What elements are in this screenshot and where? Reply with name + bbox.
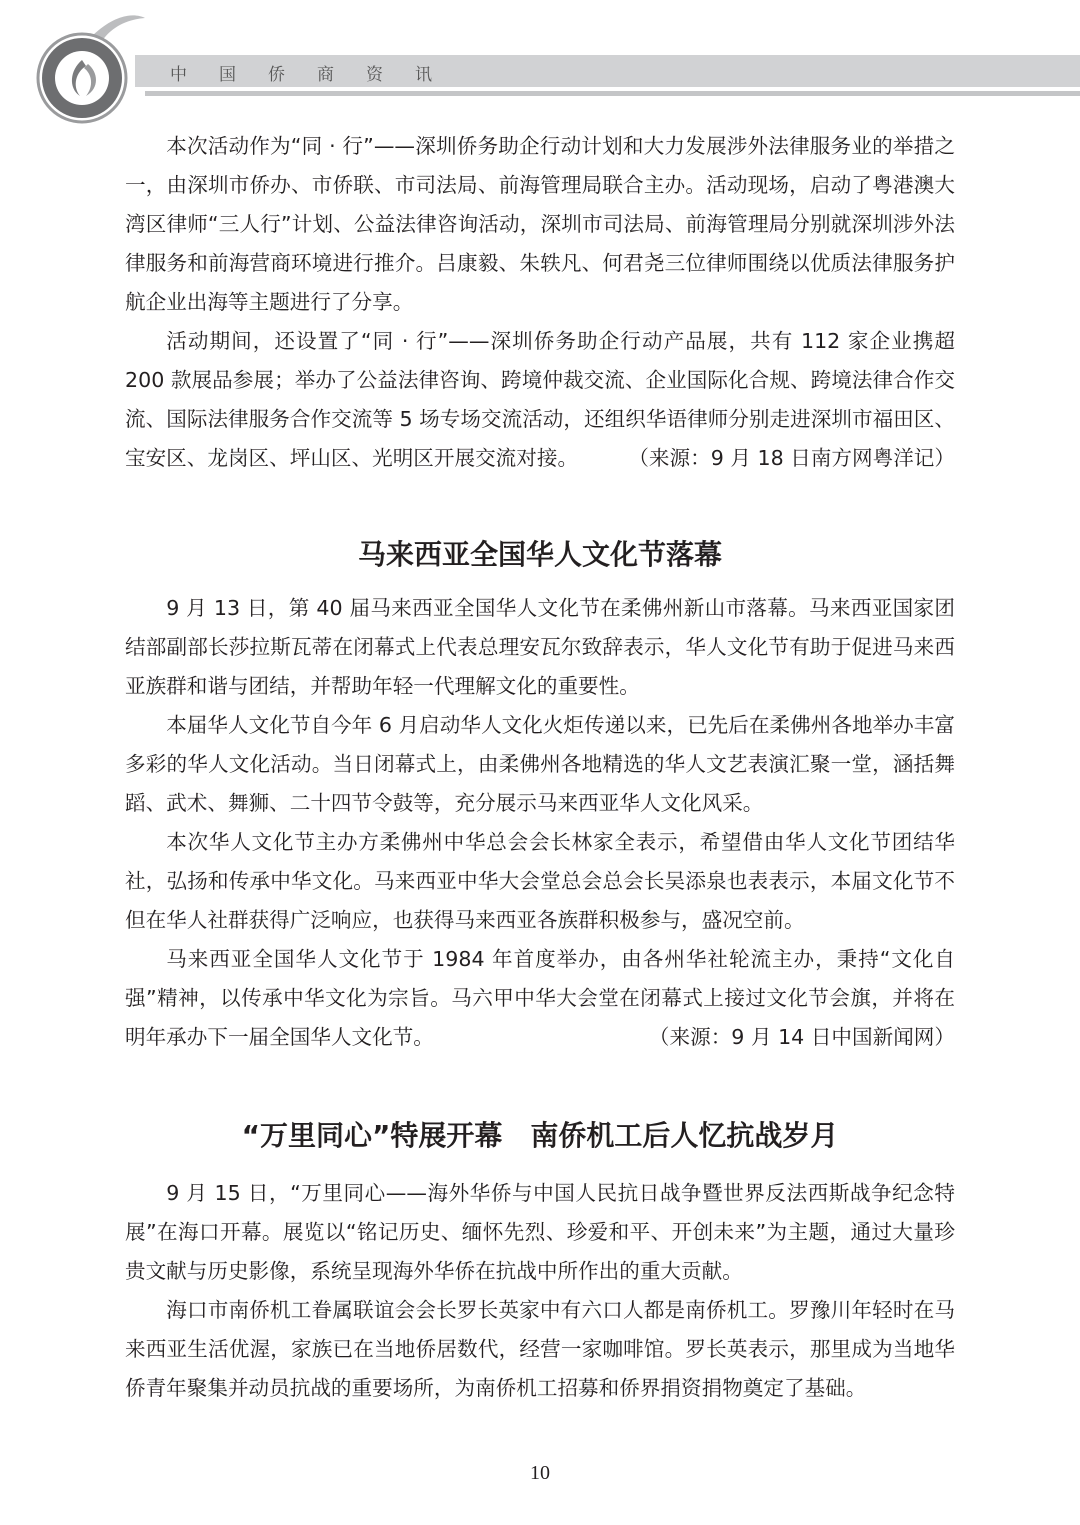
paragraph: 马来西亚全国华人文化节于 1984 年首度举办，由各州华社轮流主办，秉持“文化自强”精神，以传承中华文化为宗旨。马六甲中华大会堂在闭幕式上接过文化节会旗，并将在明年承办下一届全国华人文化节。 （来源：9 月 14 日中国新闻网） (125, 940, 955, 1057)
article-title: 马来西亚全国华人文化节落幕 (357, 538, 722, 571)
article-body (125, 1174, 955, 1408)
page-number: 10 (530, 1462, 550, 1484)
article-title: “万里同心”特展开幕 南侨机工后人忆抗战岁月 (241, 1119, 839, 1152)
header-rule (145, 91, 1080, 96)
source-note: （来源：9 月 14 日中国新闻网） (648, 1025, 955, 1049)
paragraph: 活动期间，还设置了“同 · 行”——深圳侨务助企行动产品展，共有 112 家企业携超 200 款展品参展；举办了公益法律咨询、跨境仲裁交流、企业国际化合规、跨境法律合作交流、国际法律服务合作交流等 5 场专场交流活动，还组织华语律师分别走进深圳市福田区、宝安区、龙岗区、坪山区、光明区开展交流对接。 （来源：9 月 18 日南方网粤洋记） (125, 322, 955, 478)
paragraph: 海口市南侨机工眷属联谊会会长罗长英家中有六口人都是南侨机工。罗豫川年轻时在马来西亚生活优渥，家族已在当地侨居数代，经营一家咖啡馆。罗长英表示，那里成为当地华侨青年聚集并动员抗战的重要场所，为南侨机工招募和侨界捐资捐物奠定了基础。 (125, 1298, 955, 1400)
header-title: 中国侨商资讯 (170, 65, 464, 85)
article-body (125, 589, 955, 1057)
paragraph: 9 月 13 日，第 40 届马来西亚全国华人文化节在柔佛州新山市落幕。马来西亚国家团结部副部长莎拉斯瓦蒂在闭幕式上代表总理安瓦尔致辞表示，华人文化节有助于促进马来西亚族群和谐与团结，并帮助年轻一代理解文化的重要性。 (125, 596, 955, 698)
paragraph: 9 月 15 日，“万里同心——海外华侨与中国人民抗日战争暨世界反法西斯战争纪念特展”在海口开幕。展览以“铭记历史、缅怀先烈、珍爱和平、开创未来”为主题，通过大量珍贵文献与历史影像，系统呈现海外华侨在抗战中所作出的重大贡献。 (125, 1181, 955, 1283)
paragraph: 本届华人文化节自今年 6 月启动华人文化火炬传递以来，已先后在柔佛州各地举办丰富多彩的华人文化活动。当日闭幕式上，由柔佛州各地精选的华人文艺表演汇聚一堂，涵括舞蹈、武术、舞狮、二十四节令鼓等，充分展示马来西亚华人文化风采。 (125, 713, 955, 815)
paragraph: 本次华人文化节主办方柔佛州中华总会会长林家全表示，希望借由华人文化节团结华社，弘扬和传承中华文化。马来西亚中华大会堂总会总会长吴添泉也表表示，本届文化节不但在华人社群获得广泛响应，也获得马来西亚各族群积极参与，盛况空前。 (125, 830, 955, 932)
paragraph: 本次活动作为“同 · 行”——深圳侨务助企行动计划和大力发展涉外法律服务业的举措之一，由深圳市侨办、市侨联、市司法局、前海管理局联合主办。活动现场，启动了粤港澳大湾区律师“三人行”计划、公益法律咨询活动，深圳市司法局、前海管理局分别就深圳涉外法律服务和前海营商环境进行推介。吕康毅、朱轶凡、何君尧三位律师围绕以优质法律服务护航企业出海等主题进行了分享。 (125, 134, 955, 314)
article-continued (125, 127, 955, 478)
logo-emblem-icon (20, 8, 155, 128)
source-note: （来源：9 月 18 日南方网粤洋记） (628, 446, 955, 470)
